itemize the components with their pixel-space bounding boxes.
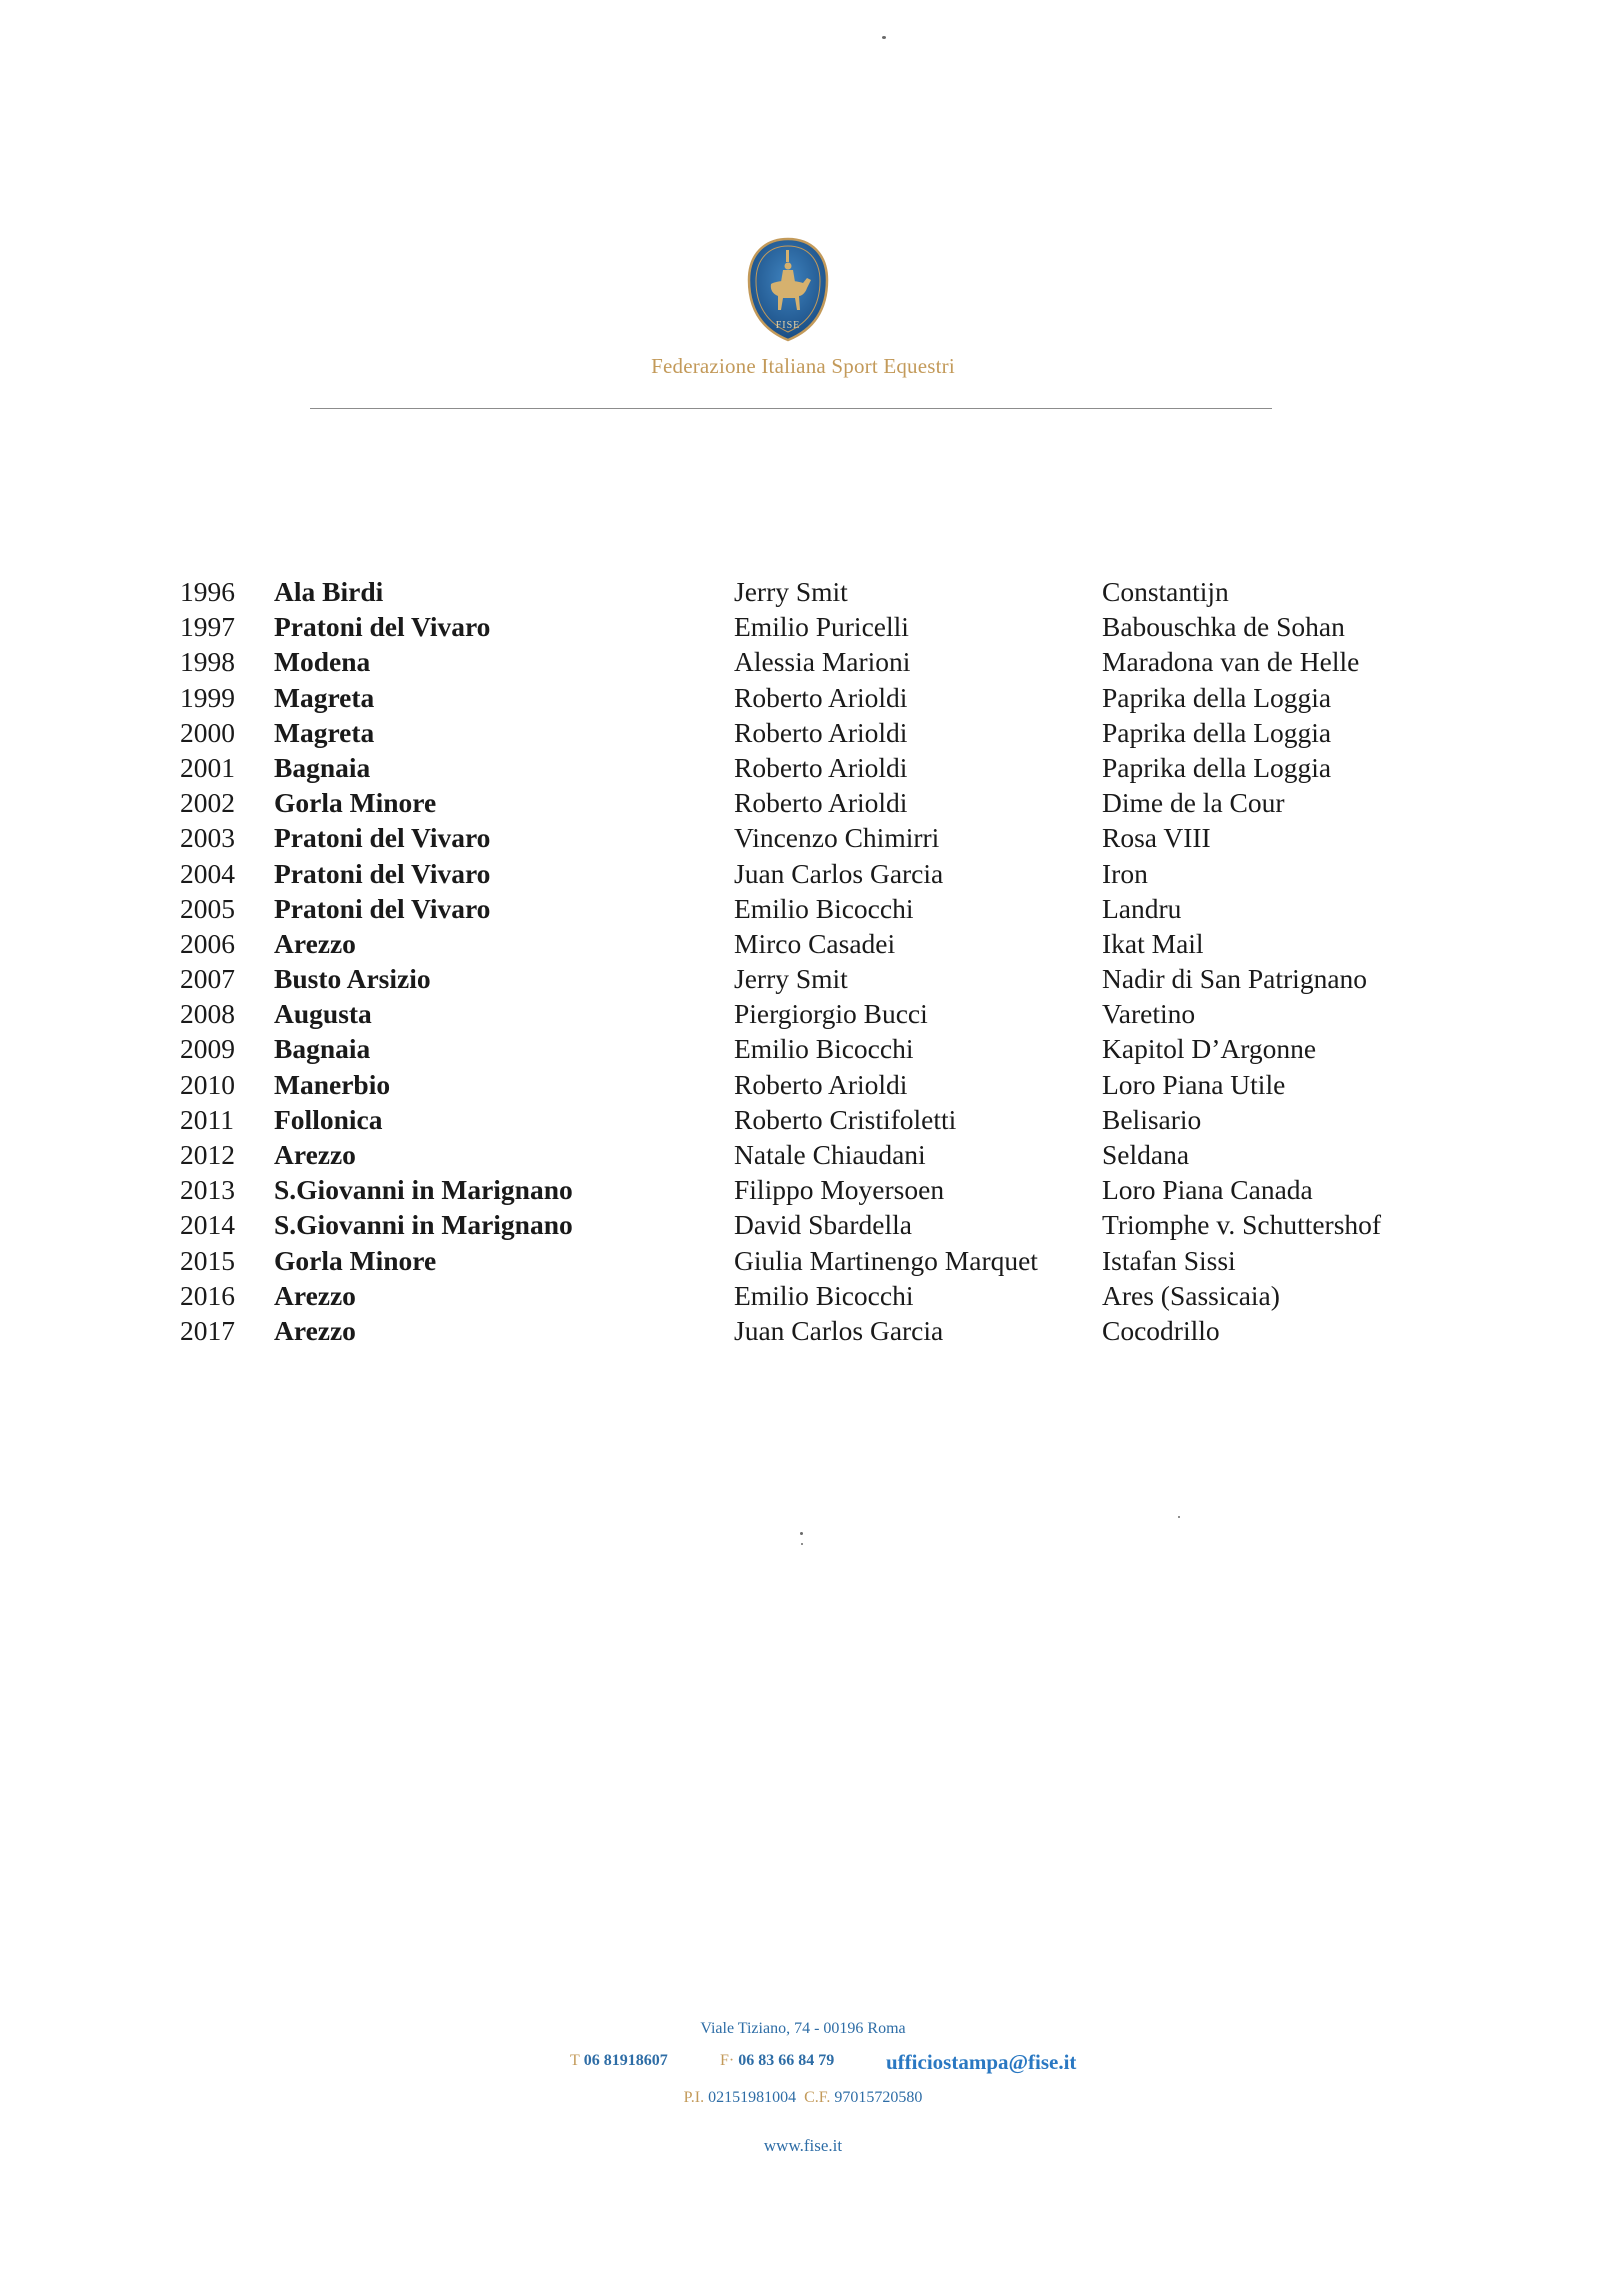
result-rider: Vincenzo Chimirri: [734, 822, 940, 854]
result-year: 2007: [180, 963, 235, 995]
result-horse: Paprika della Loggia: [1102, 716, 1332, 748]
result-row: [180, 1207, 1440, 1242]
pi-label: P.I.: [683, 2089, 705, 2106]
result-rider: Roberto Cristifoletti: [734, 1103, 957, 1135]
result-year: 2008: [180, 998, 235, 1030]
result-year: 2005: [180, 892, 235, 924]
phone-label: T: [570, 2052, 580, 2069]
fax-number: 06 83 66 84 79: [738, 2052, 835, 2069]
result-venue: Ala Birdi: [274, 576, 384, 607]
result-row: [180, 1137, 1440, 1172]
result-year: 2015: [180, 1244, 235, 1276]
result-venue: Arezzo: [274, 927, 356, 959]
result-venue: Magreta: [274, 681, 375, 713]
result-row: [180, 574, 1440, 609]
scan-speck: [800, 1532, 803, 1535]
result-venue: Magreta: [274, 716, 375, 748]
result-rider: Giulia Martinengo Marquet: [734, 1244, 1038, 1276]
result-horse: Rosa VIII: [1102, 822, 1211, 854]
scan-speck: [882, 36, 886, 39]
fise-logo: [743, 236, 833, 344]
fax-label: F: [720, 2052, 729, 2069]
result-rider: Jerry Smit: [734, 963, 848, 995]
result-year: 1996: [180, 576, 235, 607]
result-venue: Bagnaia: [274, 751, 371, 783]
result-rider: Roberto Arioldi: [734, 1068, 908, 1100]
result-row: [180, 1031, 1440, 1066]
result-row: [180, 961, 1440, 996]
result-year: 2009: [180, 1033, 235, 1065]
results-list: [180, 574, 1440, 1348]
cf-number: 97015720580: [834, 2089, 923, 2106]
result-horse: Landru: [1102, 892, 1182, 924]
result-row: [180, 856, 1440, 891]
result-rider: Emilio Puricelli: [734, 611, 909, 643]
result-rider: Roberto Arioldi: [734, 681, 908, 713]
result-row: [180, 996, 1440, 1031]
result-year: 2012: [180, 1139, 235, 1170]
result-venue: Gorla Minore: [274, 787, 437, 819]
result-venue: Arezzo: [274, 1279, 356, 1311]
footer-phone: [570, 2052, 668, 2070]
result-year: 2003: [180, 822, 235, 854]
result-row: [180, 609, 1440, 644]
pi-number: 02151981004: [708, 2089, 797, 2106]
result-rider: Roberto Arioldi: [734, 787, 908, 819]
result-venue: Augusta: [274, 998, 372, 1030]
result-year: 2014: [180, 1209, 235, 1241]
result-venue: Arezzo: [274, 1139, 356, 1170]
result-year: 2002: [180, 787, 235, 819]
result-rider: Emilio Bicocchi: [734, 1033, 914, 1065]
scan-speck: [1178, 1516, 1180, 1518]
footer-fiscal: [0, 2089, 1606, 2107]
result-rider: Roberto Arioldi: [734, 751, 908, 783]
result-year: 1998: [180, 646, 235, 678]
result-venue: Pratoni del Vivaro: [274, 611, 491, 643]
result-horse: Seldana: [1102, 1139, 1190, 1170]
result-row: [180, 820, 1440, 855]
organization-name: [0, 354, 1606, 379]
result-row: [180, 1172, 1440, 1207]
result-year: 2000: [180, 716, 235, 748]
result-rider: Jerry Smit: [734, 576, 848, 607]
result-horse: Belisario: [1102, 1103, 1202, 1135]
result-year: 2010: [180, 1068, 235, 1100]
result-horse: Cocodrillo: [1102, 1314, 1220, 1346]
result-row: [180, 785, 1440, 820]
footer-email-link[interactable]: ufficiostampa@fise.it: [886, 2050, 1077, 2074]
result-horse: Iron: [1102, 857, 1148, 889]
result-rider: Alessia Marioni: [734, 646, 911, 678]
phone-number: 06 81918607: [583, 2052, 668, 2069]
result-row: [180, 1102, 1440, 1137]
result-horse: Varetino: [1102, 998, 1196, 1030]
result-rider: David Sbardella: [734, 1209, 912, 1241]
footer-contacts: [0, 2052, 1606, 2076]
result-horse: Dime de la Cour: [1102, 787, 1285, 819]
result-year: 2016: [180, 1279, 235, 1311]
result-rider: Juan Carlos Garcia: [734, 857, 944, 889]
result-row: [180, 1067, 1440, 1102]
result-venue: Pratoni del Vivaro: [274, 857, 491, 889]
result-venue: S.Giovanni in Marignano: [274, 1209, 573, 1241]
result-rider: Roberto Arioldi: [734, 716, 908, 748]
result-rider: Juan Carlos Garcia: [734, 1314, 944, 1346]
result-horse: Constantijn: [1102, 576, 1229, 607]
logo-text: FISE: [775, 320, 801, 331]
footer-address: Viale Tiziano, 74 - 00196 Roma: [700, 2020, 906, 2037]
result-year: 2011: [180, 1103, 234, 1135]
result-row: [180, 715, 1440, 750]
result-venue: Modena: [274, 646, 371, 678]
footer-website-link[interactable]: www.fise.it: [763, 2136, 843, 2155]
header-divider: [310, 408, 1272, 409]
result-row: [180, 926, 1440, 961]
result-venue: S.Giovanni in Marignano: [274, 1174, 573, 1206]
organization-name-text: Federazione Italiana Sport Equestri: [651, 354, 955, 378]
result-rider: Natale Chiaudani: [734, 1139, 926, 1170]
result-venue: Arezzo: [274, 1314, 356, 1346]
result-year: 1999: [180, 681, 235, 713]
result-row: [180, 1313, 1440, 1348]
result-rider: Mirco Casadei: [734, 927, 896, 959]
result-venue: Pratoni del Vivaro: [274, 892, 491, 924]
result-rider: Filippo Moyersoen: [734, 1174, 945, 1206]
result-horse: Loro Piana Utile: [1102, 1068, 1286, 1100]
result-year: 2001: [180, 751, 235, 783]
result-horse: Babouschka de Sohan: [1102, 611, 1345, 643]
result-year: 2017: [180, 1314, 235, 1346]
result-venue: Pratoni del Vivaro: [274, 822, 491, 854]
result-year: 1997: [180, 611, 235, 643]
result-horse: Paprika della Loggia: [1102, 681, 1332, 713]
result-year: 2006: [180, 927, 235, 959]
result-horse: Ares (Sassicaia): [1102, 1279, 1280, 1311]
result-row: [180, 891, 1440, 926]
result-horse: Maradona van de Helle: [1102, 646, 1360, 678]
result-rider: Piergiorgio Bucci: [734, 998, 928, 1030]
result-venue: Manerbio: [274, 1068, 391, 1100]
result-venue: Gorla Minore: [274, 1244, 437, 1276]
result-year: 2013: [180, 1174, 235, 1206]
result-row: [180, 680, 1440, 715]
result-row: [180, 644, 1440, 679]
result-horse: Ikat Mail: [1102, 927, 1204, 959]
result-venue: Bagnaia: [274, 1033, 371, 1065]
result-horse: Kapitol D’Argonne: [1102, 1033, 1317, 1065]
result-venue: Busto Arsizio: [274, 963, 431, 995]
result-rider: Emilio Bicocchi: [734, 892, 914, 924]
footer-fax: F· 06 83 66 84 79: [720, 2052, 835, 2069]
result-row: [180, 1278, 1440, 1313]
scan-speck: [801, 1543, 803, 1545]
result-horse: Triomphe v. Schuttershof: [1102, 1209, 1382, 1241]
result-venue: Follonica: [274, 1103, 383, 1135]
result-horse: Istafan Sissi: [1102, 1244, 1236, 1276]
cf-label: C.F.: [804, 2089, 831, 2106]
result-row: [180, 1243, 1440, 1278]
result-rider: Emilio Bicocchi: [734, 1279, 914, 1311]
result-year: 2004: [180, 857, 235, 889]
result-horse: Paprika della Loggia: [1102, 751, 1332, 783]
result-horse: Loro Piana Canada: [1102, 1174, 1313, 1206]
result-row: [180, 750, 1440, 785]
result-horse: Nadir di San Patrignano: [1102, 963, 1368, 995]
